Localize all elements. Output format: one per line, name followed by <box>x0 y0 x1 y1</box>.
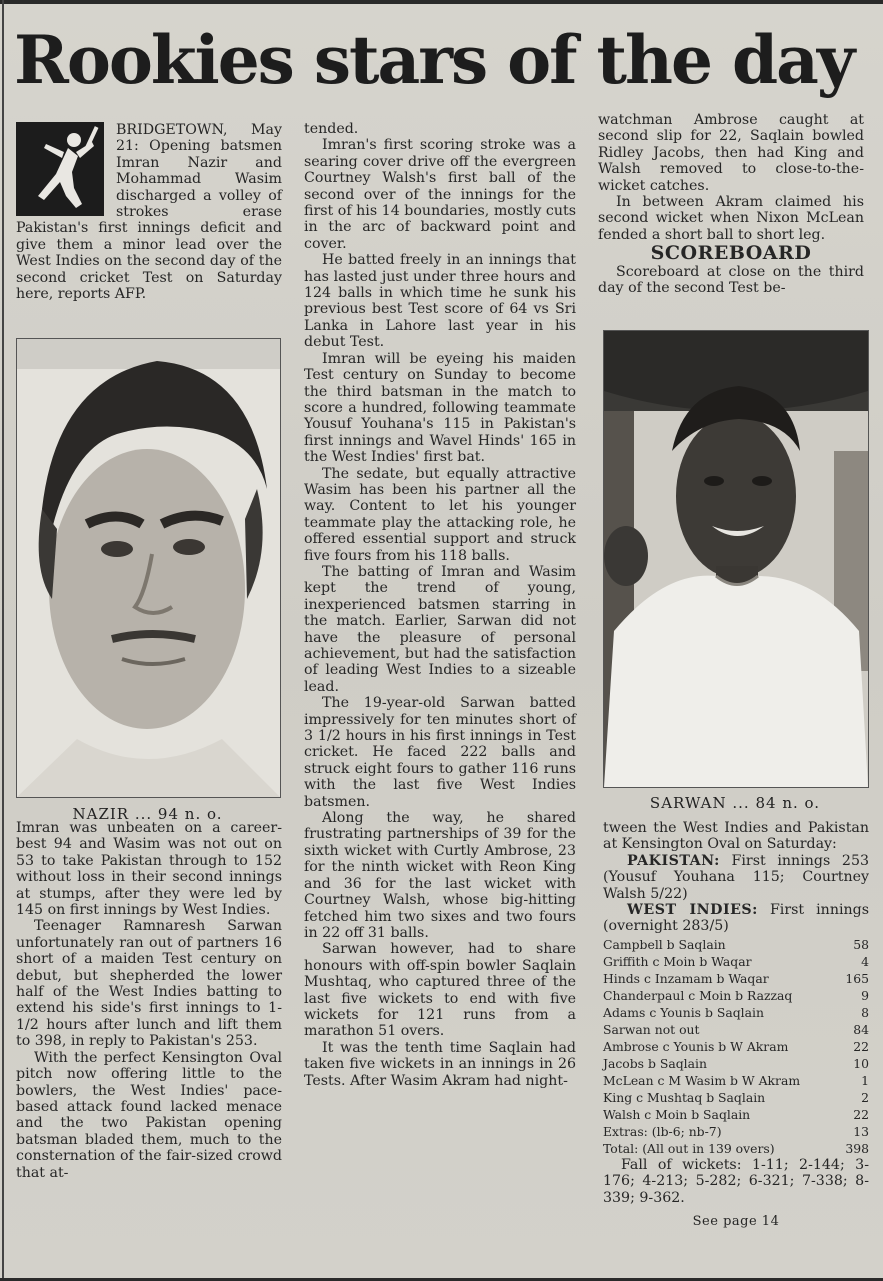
west-indies-innings-text: First innings (overnight 283/5) <box>603 902 869 935</box>
scorecard-row <box>603 1072 869 1089</box>
nazir-photo <box>16 338 281 798</box>
runs-value: 1 <box>861 1072 869 1088</box>
column-3 <box>598 112 864 296</box>
west-indies-team-label: WEST INDIES: <box>627 902 758 919</box>
scorecard-row <box>603 1055 869 1072</box>
intro-paragraph-block <box>16 122 282 302</box>
left-rule <box>2 0 4 1281</box>
runs-value: 2 <box>861 1089 869 1105</box>
col2-paragraph: The batting of Imran and Wasim kept the trend of young, inexperienced batsmen starring in the match. Earlier, Sarwan did not have the pleasure of personal achievement, but had the satisfaction of leading West Indies to a sizeable lead. <box>304 563 576 695</box>
pakistan-team-label: PAKISTAN: <box>627 852 720 869</box>
runs-value: 9 <box>861 987 869 1003</box>
sarwan-photo-caption: SARWAN ... 84 n. o. <box>649 794 821 812</box>
scorecard-row <box>603 1021 869 1038</box>
runs-value: 165 <box>845 970 869 986</box>
col2-paragraph: The 19-year-old Sarwan batted impressively for ten minutes short of 3 1/2 hours in his first innings in Test cricket. He faced 222 balls and struck eight fours to gather 116 runs with the last five West Indies batsmen. <box>304 695 576 810</box>
col3-paragraph: In between Akram claimed his second wicket when Nixon McLean fended a short ball to short leg. <box>598 194 864 243</box>
batsman-entry: Hinds c Inzamam b Waqar <box>603 970 769 986</box>
scoreboard-subhead: SCOREBOARD <box>650 242 812 265</box>
runs-value: 22 <box>853 1038 869 1054</box>
runs-value: 4 <box>861 953 869 969</box>
batsman-entry: Sarwan not out <box>603 1021 700 1037</box>
headline: Rookies stars of the day <box>14 21 854 99</box>
scorecard-row <box>603 987 869 1004</box>
column-2 <box>304 121 576 1089</box>
col2-paragraph: tended. <box>304 121 359 137</box>
col2-paragraph: He batted freely in an innings that has lasted just under three hours and 124 balls in which time he sunk his previous best Test score of 64 vs Sri Lanka in Lahore last year in his debut Test. <box>304 252 576 351</box>
sarwan-photo <box>603 330 869 788</box>
intro-text: BRIDGETOWN, May 21: Opening batsmen Imran Nazir and Mohammad Wasim discharged a volley of strokes erase Pakistan's first innings deficit and give them a minor lead over the West Indies on the second day of the second cricket Test on Saturday here, reports AFP. <box>16 122 282 303</box>
runs-value: 13 <box>853 1123 869 1139</box>
scorecard-row <box>603 1038 869 1055</box>
col2-paragraph: Along the way, he shared frustrating partnerships of 39 for the sixth wicket with Curtly Ambrose, 23 for the ninth wicket with Reon King and 36 for the last wicket with Courtney Walsh, whose big-hitting fetched him two sixes and two fours in 22 off 31 balls. <box>304 810 576 941</box>
pakistan-innings <box>603 853 869 902</box>
runs-value: 22 <box>853 1106 869 1122</box>
col2-paragraph: It was the tenth time Saqlain had taken five wickets in an innings in 26 Tests. After Wasim Akram had night- <box>304 1039 576 1089</box>
scoreboard-block <box>603 820 869 1230</box>
fall-of-wickets: Fall of wickets: 1-11; 2-144; 3-176; 4-213; 5-282; 6-321; 7-338; 8-339; 9-362. <box>603 1156 869 1206</box>
col1-paragraph: With the perfect Kensington Oval pitch now offering little to the bowlers, the West Indies' pace-based attack found lacked menace and the two Pakistan opening batsman bladed them, much to the consternation of the fair-sized crowd that at- <box>16 1049 282 1181</box>
batsman-entry: Campbell b Saqlain <box>603 936 726 952</box>
col2-paragraph: The sedate, but equally attractive Wasim has been his partner all the way. Content to let his younger teammate play the attacking role, he offered essential support and struck five fours from his 118 balls. <box>304 465 576 564</box>
batsman-entry: Extras: (lb-6; nb-7) <box>603 1123 722 1139</box>
scorecard-row <box>603 1106 869 1123</box>
pakistan-innings-text: First innings 253 (Yousuf Youhana 115; Courtney Walsh 5/22) <box>603 852 869 902</box>
nazir-photo-caption: NAZIR ... 94 n. o. <box>72 805 223 823</box>
batsman-entry: Adams c Younis b Saqlain <box>603 1004 764 1020</box>
scorecard-row <box>603 936 869 953</box>
scorecard-row <box>603 1004 869 1021</box>
cricket-batsman-icon <box>16 122 104 216</box>
scorecard-row <box>603 970 869 987</box>
batsman-entry: McLean c M Wasim b W Akram <box>603 1072 801 1088</box>
runs-value: 398 <box>845 1140 869 1156</box>
col3-paragraph: Scoreboard at close on the third day of the second Test be- <box>598 263 864 297</box>
batsman-entry: King c Mushtaq b Saqlain <box>603 1089 766 1105</box>
runs-value: 10 <box>853 1055 869 1071</box>
col3-paragraph: tween the West Indies and Pakistan at Kensington Oval on Saturday: <box>603 820 869 853</box>
scorecard-row <box>603 1089 869 1106</box>
scorecard-row <box>603 1140 869 1157</box>
col2-paragraph: Imran's first scoring stroke was a searing cover drive off the evergreen Courtney Walsh's first ball of the second over of the innings for the first of his 14 boundaries, mostly cuts in the arc of backward point and cover. <box>304 137 576 252</box>
col2-paragraph: Sarwan however, had to share honours with off-spin bowler Saqlain Mushtaq, who captured three of the last five wickets to end with five wickets for 121 runs from a marathon 51 overs. <box>304 941 576 1040</box>
batsman-entry: Jacobs b Saqlain <box>603 1055 707 1071</box>
batsman-entry: Chanderpaul c Moin b Razzaq <box>603 987 793 1003</box>
batsman-entry: Walsh c Moin b Saqlain <box>603 1106 751 1122</box>
see-page-note: See page 14 <box>692 1214 780 1230</box>
col1-paragraph: Imran was unbeaten on a career-best 94 and Wasim was not out on 53 to take Pakistan through to 152 without loss in their second innings at stumps, after they were led by 145 on first innings by West Indies. <box>16 820 282 919</box>
col2-paragraph: Imran will be eyeing his maiden Test century on Sunday to become the third batsman in the match to score a hundred, following teammate Yousuf Youhana's 115 in Pakistan's first innings and Wavel Hinds' 165 in the West Indies' first bat. <box>304 350 576 466</box>
top-rule <box>0 0 883 4</box>
scorecard-table <box>603 936 869 1157</box>
batsman-entry: Ambrose c Younis b W Akram <box>603 1038 789 1054</box>
col3-paragraph: watchman Ambrose caught at second slip for 22, Saqlain bowled Ridley Jacobs, then had King and Walsh removed to close-to-the-wicket catches. <box>598 112 864 194</box>
runs-value: 84 <box>853 1021 869 1037</box>
runs-value: 8 <box>861 1004 869 1020</box>
batsman-entry: Griffith c Moin b Waqar <box>603 953 752 969</box>
runs-value: 58 <box>853 936 869 952</box>
scorecard-row <box>603 1123 869 1140</box>
scorecard-row <box>603 953 869 970</box>
column-1 <box>16 820 282 1181</box>
col1-paragraph: Teenager Ramnaresh Sarwan unfortunately ran out of partners 16 short of a maiden Test century on debut, but shepherded the lower half of the West Indies batting to extend his side's first innings to 1-1/2 hours after lunch and lift them to 398, in reply to Pakistan's 253. <box>16 918 282 1050</box>
west-indies-innings <box>603 902 869 935</box>
batsman-entry: Total: (All out in 139 overs) <box>603 1140 775 1156</box>
